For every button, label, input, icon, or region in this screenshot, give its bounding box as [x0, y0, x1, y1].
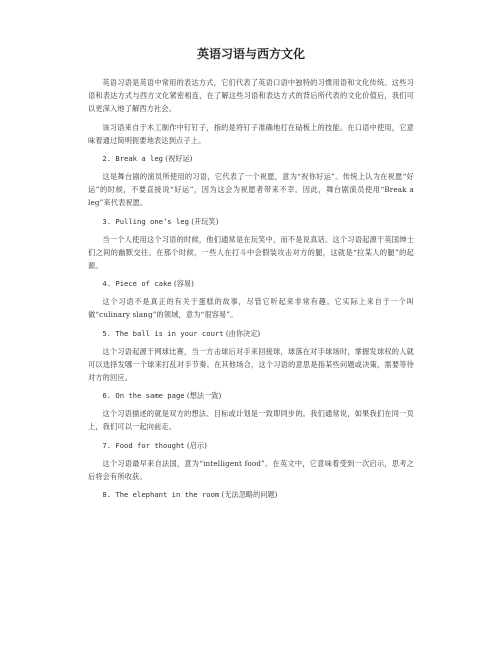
idiom-heading	[88, 488, 414, 501]
idiom-heading	[88, 277, 414, 290]
paragraph: 这是舞台剧的演员所使用的习语，它代表了一个祝愿，意为“祝你好运”。传统上认为在祝愿“好运”的时候，不要直接说“好运”，因为这会为祝愿者带来不幸。因此，舞台剧演员使用“Break a leg”来代表祝愿。	[88, 172, 414, 208]
idiom-gloss: (想法一致)	[184, 391, 222, 401]
paragraph: 这个习语不是真正的有关于蛋糕的故事，尽管它听起来非常有趣。它实际上来自于一个叫做“culinary slang”的领域，意为“很容易”。	[88, 297, 414, 320]
idiom-gloss: (由你决定)	[223, 328, 261, 338]
paragraph: 该习语来自于木工制作中钉钉子，指的是将钉子准确地打在砧板上的技能。在口语中使用，它意味着通过简明扼要地表达到点子上。	[88, 122, 414, 145]
paragraph: 当一个人使用这个习语的时候，他们通常是在玩笑中，而不是说真话。这个习语起源于英国绅士们之间的幽默交往。在那个时候，一些人在打斗中会假装攻击对方的腿，这就是“拉某人的腿”的起源。	[88, 234, 414, 271]
idiom-phrase: 3. Pulling one’s leg	[102, 216, 189, 226]
idiom-gloss: (容易)	[171, 279, 194, 289]
paragraph: 这个习语描述的就是双方的想法、目标或计划是一致即同步的。我们通常说，如果我们在同一页上，我们可以一起向前走。	[88, 409, 414, 432]
idiom-phrase: 8. The elephant in the room	[102, 490, 220, 500]
idiom-heading	[88, 152, 414, 165]
idiom-gloss: (启示)	[184, 440, 207, 450]
idiom-phrase: 4. Piece of cake	[102, 279, 172, 289]
idiom-gloss: (无法忽略的问题)	[219, 490, 278, 500]
idiom-phrase: 7. Food for thought	[102, 440, 185, 450]
idiom-heading	[88, 389, 414, 402]
idiom-phrase: 2. Break a leg	[102, 154, 163, 164]
paragraph: 英语习语是英语中常用的表达方式，它们代表了英语口语中独特的习惯用语和文化传统。这些习语和表达方式与西方文化紧密相连，在了解这些习语和表达方式的背后所代表的文化价值后，我们可以更深入地了解西方社会。	[88, 78, 414, 114]
document-title: 英语习语与西方文化	[196, 47, 305, 61]
idiom-phrase: 5. The ball is in your court	[102, 328, 224, 338]
paragraph: 这个习语最早来自法国，意为“intelligent food”。在英文中，它意味着受到一次启示，思考之后将会有所收获。	[88, 458, 414, 481]
paragraph: 这个习语起源于网球比赛，当一方击球后对手来回接球，球落在对手球场时，掌握发球权的人就可以选择发哪一个球来打乱对手节奏。在其他场合，这个习语的意思是指某些问题或决策，需要等待对方的回应。	[88, 346, 414, 383]
idiom-gloss: (开玩笑)	[188, 216, 219, 226]
idiom-heading	[88, 327, 414, 340]
idiom-heading	[88, 439, 414, 452]
idiom-phrase: 6. On the same page	[102, 391, 185, 401]
idiom-gloss: (祝好运)	[162, 154, 193, 164]
idiom-heading	[88, 215, 414, 228]
